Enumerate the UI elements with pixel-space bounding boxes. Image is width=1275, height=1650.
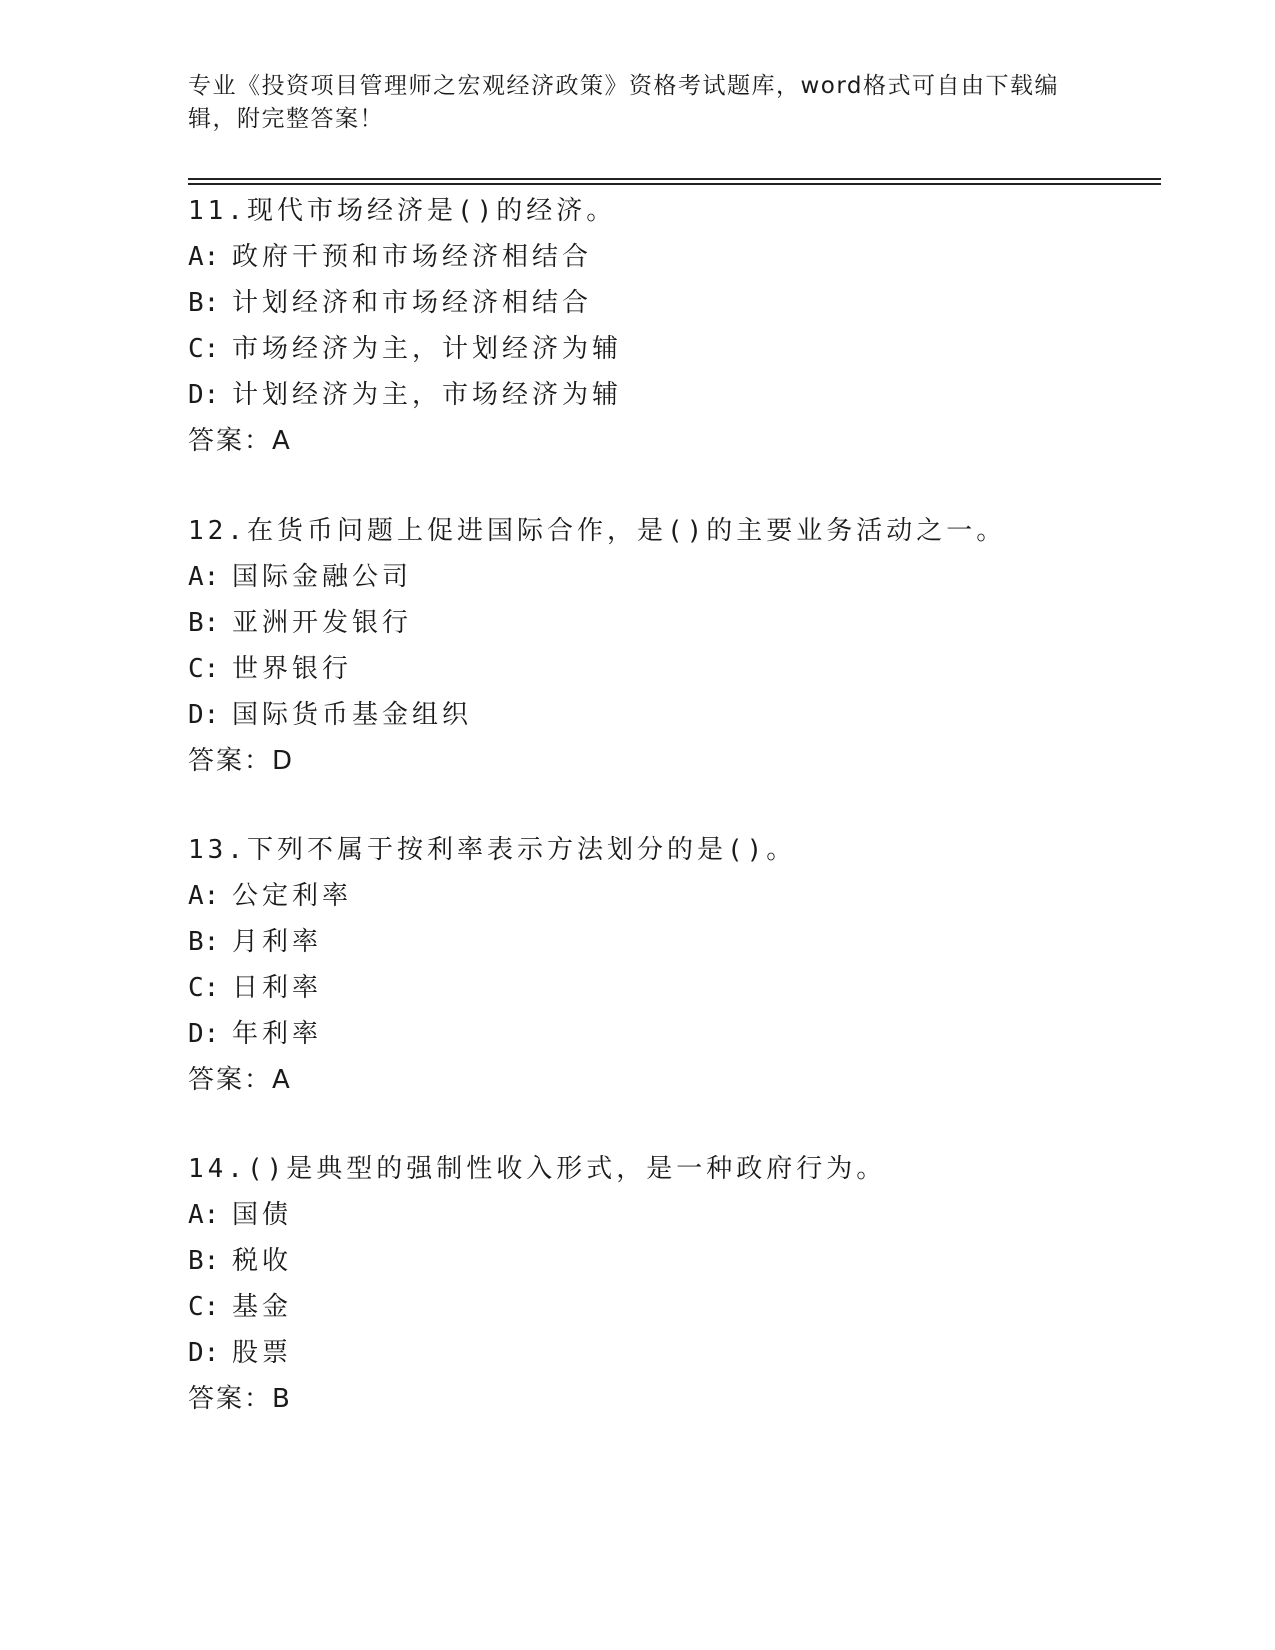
option-text: 基金	[232, 1292, 293, 1322]
option-key: D:	[188, 700, 220, 730]
option-text: 亚洲开发银行	[232, 608, 413, 638]
option-text: 政府干预和市场经济相结合	[232, 242, 593, 272]
option-text: 计划经济为主，市场经济为辅	[232, 380, 623, 410]
option-text: 月利率	[232, 927, 323, 957]
option-text: 公定利率	[232, 881, 353, 911]
answer-label: 答案：	[188, 746, 273, 776]
option-key: B:	[188, 608, 220, 638]
answer-value: B	[272, 1384, 290, 1414]
question-block	[188, 508, 1168, 784]
option-c	[188, 326, 1168, 372]
option-key: B:	[188, 927, 220, 957]
question-stem: 11.现代市场经济是()的经济。	[188, 196, 617, 226]
answer-line	[188, 1057, 1168, 1103]
option-key: B:	[188, 288, 220, 318]
option-a	[188, 1192, 1168, 1238]
option-key: B:	[188, 1246, 220, 1276]
option-d	[188, 692, 1168, 738]
question-block	[188, 827, 1168, 1103]
option-text: 国际金融公司	[232, 562, 413, 592]
option-text: 国际货币基金组织	[232, 700, 473, 730]
answer-line	[188, 418, 1168, 464]
answer-line	[188, 1376, 1168, 1422]
option-key: A:	[188, 1200, 220, 1230]
option-text: 市场经济为主，计划经济为辅	[232, 334, 623, 364]
option-b	[188, 280, 1168, 326]
option-key: C:	[188, 334, 220, 364]
option-c	[188, 1284, 1168, 1330]
option-d	[188, 1330, 1168, 1376]
document-header: 专业《投资项目管理师之宏观经济政策》资格考试题库，word格式可自由下载编辑，附完整答案！	[188, 73, 1060, 132]
option-b	[188, 1238, 1168, 1284]
option-a	[188, 873, 1168, 919]
option-text: 国债	[232, 1200, 293, 1230]
option-a	[188, 234, 1168, 280]
answer-value: A	[272, 1065, 290, 1095]
option-c	[188, 965, 1168, 1011]
answer-label: 答案：	[188, 426, 273, 456]
option-a	[188, 554, 1168, 600]
question-stem: 13.下列不属于按利率表示方法划分的是()。	[188, 835, 797, 865]
option-key: A:	[188, 562, 220, 592]
question-block	[188, 188, 1168, 464]
option-d	[188, 372, 1168, 418]
answer-label: 答案：	[188, 1065, 273, 1095]
option-d	[188, 1011, 1168, 1057]
option-text: 日利率	[232, 973, 323, 1003]
option-key: D:	[188, 1338, 220, 1368]
header-divider	[188, 178, 1161, 180]
option-b	[188, 600, 1168, 646]
option-text: 股票	[232, 1338, 293, 1368]
question-block	[188, 1146, 1168, 1422]
answer-value: D	[272, 746, 293, 776]
option-key: A:	[188, 881, 220, 911]
option-key: C:	[188, 973, 220, 1003]
option-text: 世界银行	[232, 654, 353, 684]
option-text: 年利率	[232, 1019, 323, 1049]
option-c	[188, 646, 1168, 692]
option-key: C:	[188, 1292, 220, 1322]
option-b	[188, 919, 1168, 965]
answer-line	[188, 738, 1168, 784]
option-key: D:	[188, 380, 220, 410]
question-stem: 12.在货币问题上促进国际合作，是()的主要业务活动之一。	[188, 516, 1007, 546]
answer-value: A	[272, 426, 290, 456]
option-key: A:	[188, 242, 220, 272]
option-text: 税收	[232, 1246, 293, 1276]
option-key: D:	[188, 1019, 220, 1049]
option-key: C:	[188, 654, 220, 684]
header-divider-double	[188, 183, 1161, 185]
answer-label: 答案：	[188, 1384, 273, 1414]
option-text: 计划经济和市场经济相结合	[232, 288, 593, 318]
question-stem: 14.()是典型的强制性收入形式，是一种政府行为。	[188, 1154, 887, 1184]
